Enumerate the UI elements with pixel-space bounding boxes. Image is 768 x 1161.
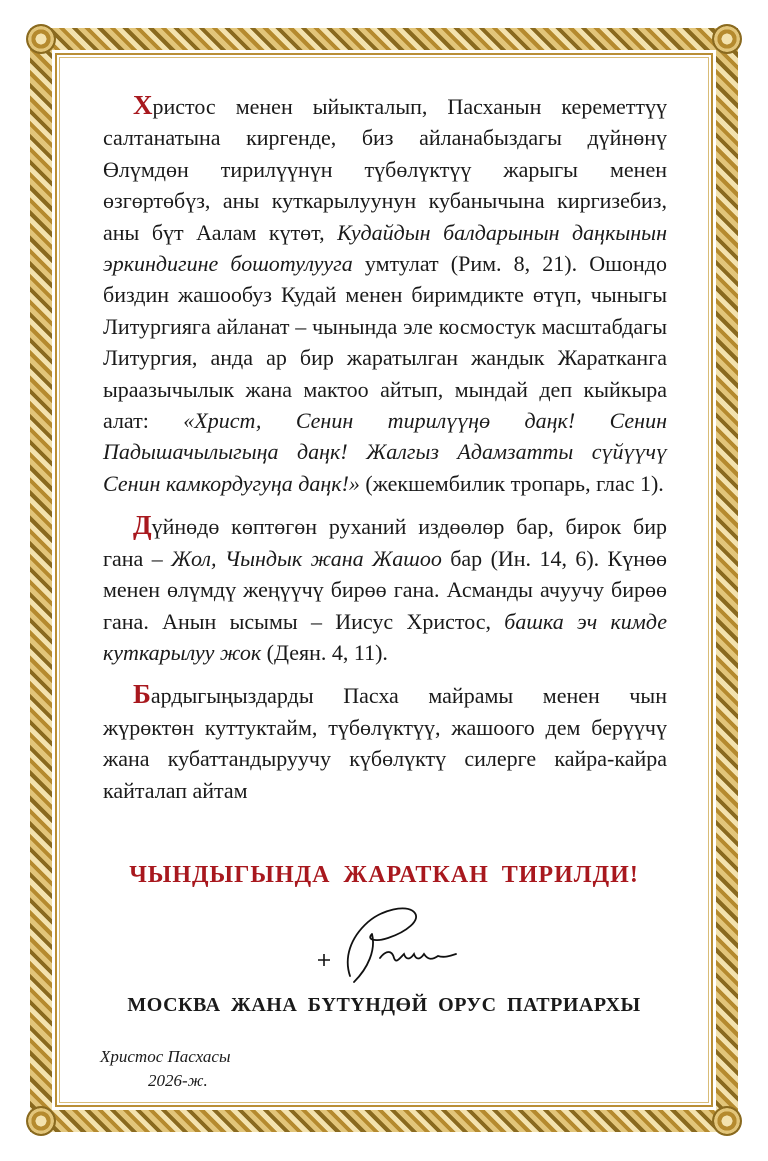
- paragraph-2: [103, 510, 667, 668]
- easter-greeting-headline: ЧЫНДЫГЫНДА ЖАРАТКАН ТИРИЛДИ!: [129, 862, 639, 888]
- paragraph-1-text-b: умтулат (Рим. 8, 21). Ошондо биздин жашообуз Кудай менен биримдикте өтүп, чыныгы Литургияга айланат – чынында эле космостук масштабдагы Литургия, анда ар бир жаратылган жандык Жаратканга ыраазычылык жана мактоо айтып, мындай деп кыйкыра алат:: [103, 251, 668, 434]
- letter-body: [103, 90, 667, 817]
- dropcap-3: Б: [133, 679, 151, 710]
- corner-ornament-top-right: [712, 24, 742, 54]
- paragraph-3-text: ардыгыңыздарды Пасха майрамы менен чын жүрөктөн куттуктайм, түбөлүктүү, жашоого дем берүүчү жана кубаттандыруучу күбөлүктү силерге кайра-кайра кайталап айтам: [103, 683, 667, 803]
- paragraph-2-quote-a: Жол, Чындык жана Жашоо: [171, 545, 442, 571]
- paragraph-2-quote-b: башка эч кимде куткарылуу жок: [103, 608, 667, 665]
- corner-ornament-top-left: [26, 24, 56, 54]
- handwritten-signature: [310, 898, 470, 988]
- paragraph-3: [103, 679, 667, 806]
- paragraph-1-quote-a: Кудайдын балдарынын даңкынын эркиндигине бошотулууга: [103, 219, 667, 277]
- corner-ornament-bottom-left: [26, 1106, 56, 1136]
- paragraph-1-quote-b: «Христ, Сенин тирилүүңө даңк! Сенин Падышачылыгыңа даңк! Жалгыз Адамзатты сүйүүчү Сенин камкордугуңа даңк!»: [103, 408, 667, 496]
- dropcap-1: Х: [133, 90, 153, 120]
- paragraph-1: [103, 90, 667, 499]
- date-line-2: 2026-ж.: [148, 1071, 208, 1090]
- signer-title: МОСКВА ЖАНА БҮТҮНДӨЙ ОРУС ПАТРИАРХЫ: [127, 994, 641, 1016]
- paragraph-2-text-c: (Деян. 4, 11).: [261, 639, 388, 665]
- paragraph-2-text-a: үйнөдө көптөгөн руханий издөөлөр бар, бирок бир гана –: [103, 514, 667, 571]
- corner-ornament-bottom-right: [712, 1106, 742, 1136]
- dropcap-2: Д: [133, 510, 152, 541]
- date-block: [100, 1045, 300, 1093]
- paragraph-1-text-a: ристос менен ыйыкталып, Пасханын кереметтүү салтанатына киргенде, биз айланабыздагы дүйнөнү Өлүмдөн тирилүүнүн түбөлүктүү жарыгы менен өзгөртөбүз, аны куткарылуунун кубанычына киргизебиз, аны бүт Аалам күтөт,: [103, 94, 667, 245]
- date-line-1: Христос Пасхасы: [100, 1047, 231, 1066]
- paragraph-1-text-c: (жекшембилик тропарь, глас 1).: [359, 470, 664, 496]
- paragraph-2-text-b: бар (Ин. 14, 6). Күнөө менен өлүмдү жеңүүчү бирөө гана. Асманды ачуучу бирөө гана. Анын ысымы – Иисус Христос,: [103, 545, 667, 634]
